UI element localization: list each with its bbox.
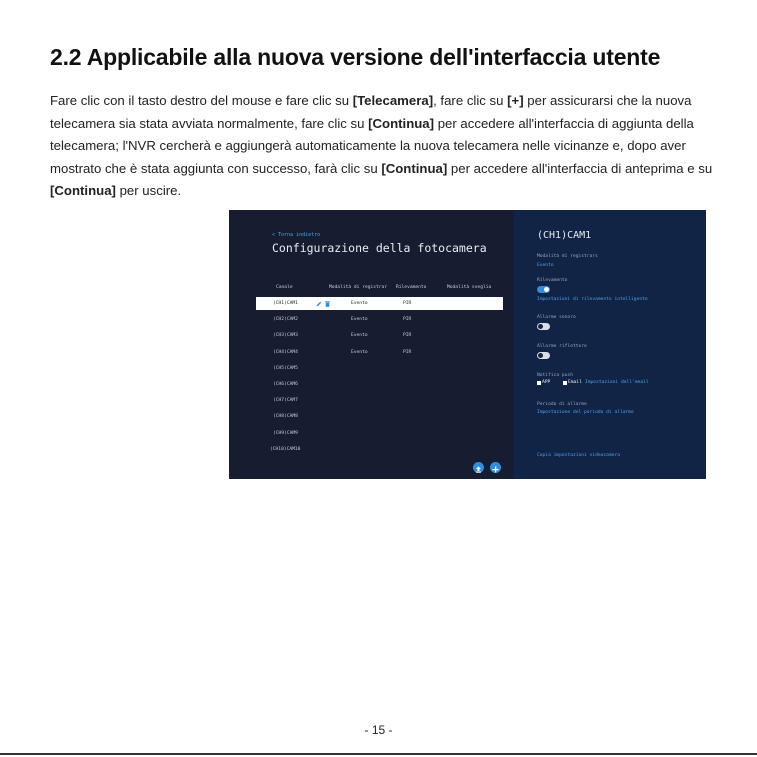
camera-config-screenshot [229, 210, 706, 479]
record-mode-value[interactable]: Evento [537, 263, 554, 268]
upload-icon [473, 464, 484, 475]
spotlight-label: Allarme riflettore [537, 344, 587, 349]
channel-cell: (CH2)CAM2 [273, 317, 298, 323]
record-mode-cell: Evento [351, 301, 368, 306]
app-checkbox-label: APP [542, 380, 551, 385]
email-checkbox-label: Email [568, 380, 582, 385]
push-notification-label: Notifica push [537, 373, 573, 378]
intro-paragraph [50, 90, 715, 203]
table-row[interactable] [256, 329, 503, 342]
column-header-detection: Rilevamento [396, 285, 427, 290]
copy-settings-link[interactable]: Copia impostazioni videocamera [537, 453, 620, 458]
intro-text: per assicurarsi che la nuova telecamera sia stata avviata normalmente, fare clic su [50, 93, 692, 131]
column-header-wake-mode: Modalità sveglia [447, 285, 492, 290]
detection-cell: PIR [403, 349, 412, 355]
table-row[interactable] [256, 297, 503, 310]
siren-label: Allarme sonoro [537, 315, 576, 320]
table-row[interactable] [256, 443, 503, 456]
footer-rule [0, 753, 757, 755]
column-header-record-mode: Modalità di registrar [329, 285, 388, 290]
intro-text: Fare clic con il tasto destro del mouse e fare clic su [50, 93, 353, 108]
smart-detection-link[interactable]: Impostazioni di rilevamento intelligente [537, 297, 648, 302]
intro-text: per accedere all'interfaccia di aggiunta della telecamera; l'NVR cercherà e aggiungerà automaticamente la nuova telecamera nelle vicinanze e, dopo aver mostrato che è stata aggiunta con successo, farà clic su [50, 115, 694, 176]
email-settings-link[interactable]: Impostazioni dell'email [585, 380, 649, 385]
plus-icon [490, 464, 501, 475]
detection-cell: PIR [403, 333, 412, 339]
detection-cell: PIR [403, 317, 412, 323]
intro-bold-term: [Telecamera] [352, 93, 434, 108]
intro-bold-term: [+] [507, 93, 524, 108]
alarm-period-label: Periodo di allarme [537, 402, 587, 407]
spotlight-toggle[interactable] [537, 352, 550, 359]
intro-text: per accedere all'interfaccia di anteprima e su [447, 160, 713, 176]
config-title: Configurazione della fotocamera [272, 241, 487, 255]
back-link[interactable]: < Torna indietro [272, 232, 321, 238]
pencil-icon[interactable] [316, 301, 322, 307]
detail-camera-name: (CH1)CAM1 [537, 230, 592, 241]
table-row[interactable] [256, 394, 503, 407]
camera-list-pane [229, 210, 514, 479]
channel-cell: (CH9)CAM9 [273, 430, 298, 436]
channel-cell: (CH10)CAM10 [270, 446, 301, 452]
record-mode-cell: Evento [351, 349, 368, 355]
channel-cell: (CH7)CAM7 [273, 398, 298, 404]
channel-cell: (CH5)CAM5 [273, 365, 298, 371]
table-row[interactable] [256, 378, 503, 391]
column-header-channel: Canale [276, 285, 293, 290]
email-checkbox[interactable] [563, 381, 567, 385]
table-row[interactable] [256, 427, 503, 440]
detection-toggle[interactable] [537, 286, 550, 293]
table-row[interactable] [256, 346, 503, 359]
page-number: - 15 - [364, 723, 393, 737]
channel-cell: (CH8)CAM8 [273, 414, 298, 420]
page-title: 2.2 Applicabile alla nuova versione dell'interfaccia utente [50, 44, 661, 70]
add-camera-button[interactable] [490, 462, 501, 473]
channel-cell: (CH1)CAM1 [273, 301, 298, 306]
detection-label: Rilevamento [537, 278, 568, 283]
intro-bold-term: [Continua] [50, 183, 116, 198]
intro-bold-term: [Continua] [368, 115, 435, 131]
table-row[interactable] [256, 362, 503, 375]
channel-cell: (CH3)CAM3 [273, 333, 298, 339]
record-mode-label: Modalità di registrars [537, 254, 598, 259]
intro-text: per uscire. [115, 183, 182, 198]
detection-cell: PIR [403, 301, 412, 306]
intro-bold-term: [Continua] [381, 160, 448, 176]
trash-icon[interactable] [325, 301, 330, 307]
channel-cell: (CH4)CAM4 [273, 349, 298, 355]
alarm-period-link[interactable]: Impostazione del periodo di allarme [537, 410, 634, 415]
record-mode-cell: Evento [351, 333, 368, 339]
siren-toggle[interactable] [537, 323, 550, 330]
record-mode-cell: Evento [351, 317, 368, 323]
table-row[interactable] [256, 410, 503, 423]
app-checkbox[interactable] [537, 381, 541, 385]
table-row[interactable] [256, 313, 503, 326]
import-button[interactable] [473, 462, 484, 473]
channel-cell: (CH6)CAM6 [273, 382, 298, 387]
intro-text: , fare clic su [433, 93, 508, 108]
camera-detail-pane [514, 210, 706, 479]
